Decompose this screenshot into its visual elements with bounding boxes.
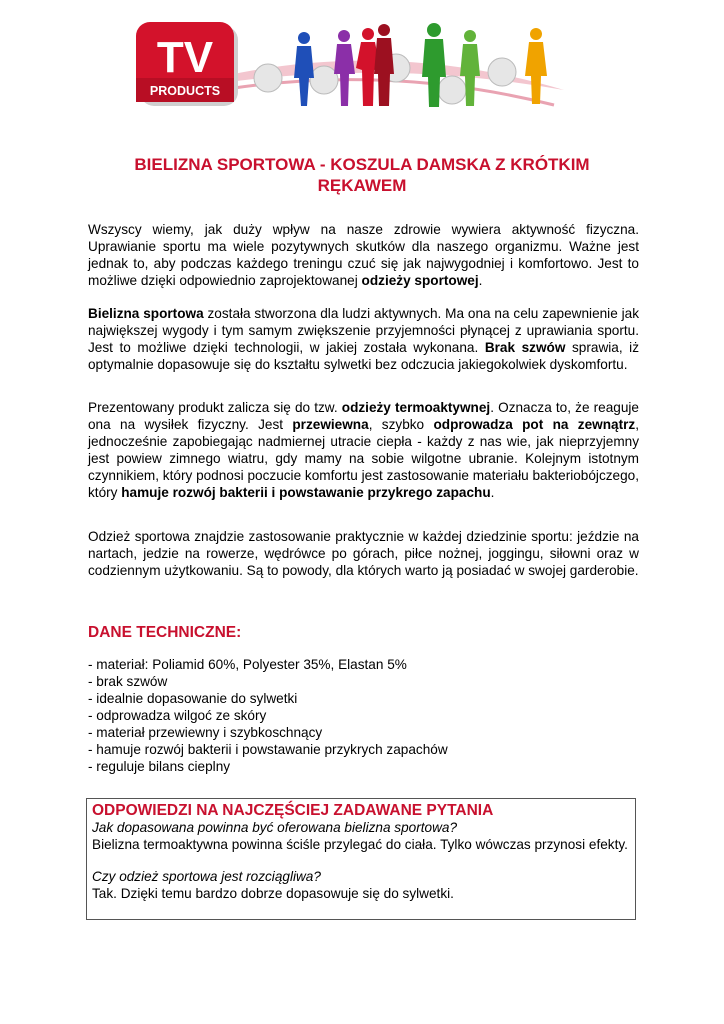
bold-run: odprowadza pot na zewnątrz: [433, 416, 636, 432]
text-run: , szybko: [368, 416, 434, 432]
person-figure-orange: [525, 28, 547, 104]
thermoactive-paragraph: [88, 400, 639, 501]
spec-item: - materiał przewiewny i szybkoschnący: [88, 725, 323, 740]
product-bubble: [438, 76, 466, 104]
logo-text-small: PRODUCTS: [149, 84, 221, 98]
spacer: [92, 853, 630, 869]
faq-answer: Tak. Dzięki temu bardzo dobrze dopasowuje się do sylwetki.: [92, 885, 454, 901]
faq-question: Czy odzież sportowa jest rozciągliwa?: [92, 869, 321, 884]
text-run: . Oznacza to, że reaguje ona na wysiłek fizyczny. Jest: [88, 400, 639, 432]
bold-run: odzieży termoaktywnej: [341, 400, 491, 415]
person-figure-blue: [294, 32, 314, 106]
bold-run: Bielizna sportowa: [88, 306, 204, 321]
text-run: Wszyscy wiemy, jak duży wpływ na nasze zdrowie wywiera aktywność fizyczna. Uprawianie sportu ma wiele pozytywnych skutków dla naszego organizmu. Ważne jest jednak to, aby podczas każdego treningu czuć się jak najwygodniej i komfortowo. Jest to możliwe dzięki odpowiednio zaprojektowanej: [88, 222, 639, 288]
person-figure-darkred: [374, 24, 394, 106]
faq-answer: Bielizna termoaktywna powinna ściśle przylegać do ciała. Tylko wówczas przynosi efekty.: [92, 836, 628, 852]
header-banner: [134, 20, 574, 112]
text-run: sprawia, iż optymalnie dopasowuje się do kształtu sylwetki bez odczucia jakiegokolwiek dyskomfortu.: [88, 339, 639, 372]
bold-run: przewiewna: [292, 416, 369, 432]
logo-text-big: TV: [156, 33, 214, 82]
specs-heading: DANE TECHNICZNE:: [88, 624, 242, 641]
text-run: Prezentowany produkt zalicza się do tzw.: [88, 400, 342, 415]
spec-item: - reguluje bilans cieplny: [88, 759, 231, 774]
bold-run: odzieży sportowej: [361, 272, 479, 288]
page-title: [88, 154, 636, 196]
product-bubble: [310, 66, 338, 94]
product-bubble: [254, 64, 282, 92]
text-run: .: [478, 272, 483, 288]
page-title-line1: BIELIZNA SPORTOWA - KOSZULA DAMSKA Z KRÓTKIM: [134, 155, 590, 174]
person-figure-purple: [334, 30, 355, 106]
specs-list: [88, 656, 448, 775]
faq-question: Jak dopasowana powinna być oferowana bielizna sportowa?: [92, 820, 458, 835]
intro-paragraph: [88, 222, 639, 290]
faq-heading: ODPOWIEDZI NA NAJCZĘŚCIEJ ZADAWANE PYTANIA: [92, 802, 494, 819]
spec-item: - idealnie dopasowanie do sylwetki: [88, 691, 298, 706]
page-title-line2: RĘKAWEM: [317, 176, 407, 195]
seamless-paragraph: [88, 306, 639, 374]
text-run: , jednocześnie zapobiegając nadmiernej utracie ciepła - każdy z nas wie, jak nieprzyjemny jest powiew zimnego wiatru, gdy mamy na sobie wilgotne ubranie. Kolejnym istotnym czynnikiem, który podnosi poczucie komfortu jest zastosowanie materiału bakteriobójczego, który: [88, 416, 639, 500]
product-bubble: [488, 58, 516, 86]
bold-run: Brak szwów: [484, 339, 566, 355]
banner-graphic: [134, 20, 574, 112]
text-run: została stworzona dla ludzi aktywnych. Ma ona na celu zapewnienie jak największej wygody i tym samym zwiększenie przyjemności płynącej z uprawiania sportu. Jest to możliwe dzięki technologii, w jakiej została wykonana.: [88, 306, 639, 355]
usage-paragraph: Odzież sportowa znajdzie zastosowanie praktycznie w każdej dziedzinie sportu: jeździe na nartach, jedzie na rowerze, wędrówce po górach, piłce nożnej, joggingu, siłowni oraz w codziennym użytkowaniu. Są to powody, dla których warto ją posiadać w swojej garderobie.: [88, 529, 639, 578]
spec-item: - odprowadza wilgoć ze skóry: [88, 708, 267, 723]
bold-run: hamuje rozwój bakterii i powstawanie przykrego zapachu: [121, 484, 491, 500]
spec-item: - materiał: Poliamid 60%, Polyester 35%, Elastan 5%: [88, 657, 407, 672]
faq-box: [86, 798, 636, 920]
spec-item: - brak szwów: [88, 674, 168, 689]
text-run: .: [490, 484, 495, 500]
spec-item: - hamuje rozwój bakterii i powstawanie przykrych zapachów: [88, 742, 448, 757]
